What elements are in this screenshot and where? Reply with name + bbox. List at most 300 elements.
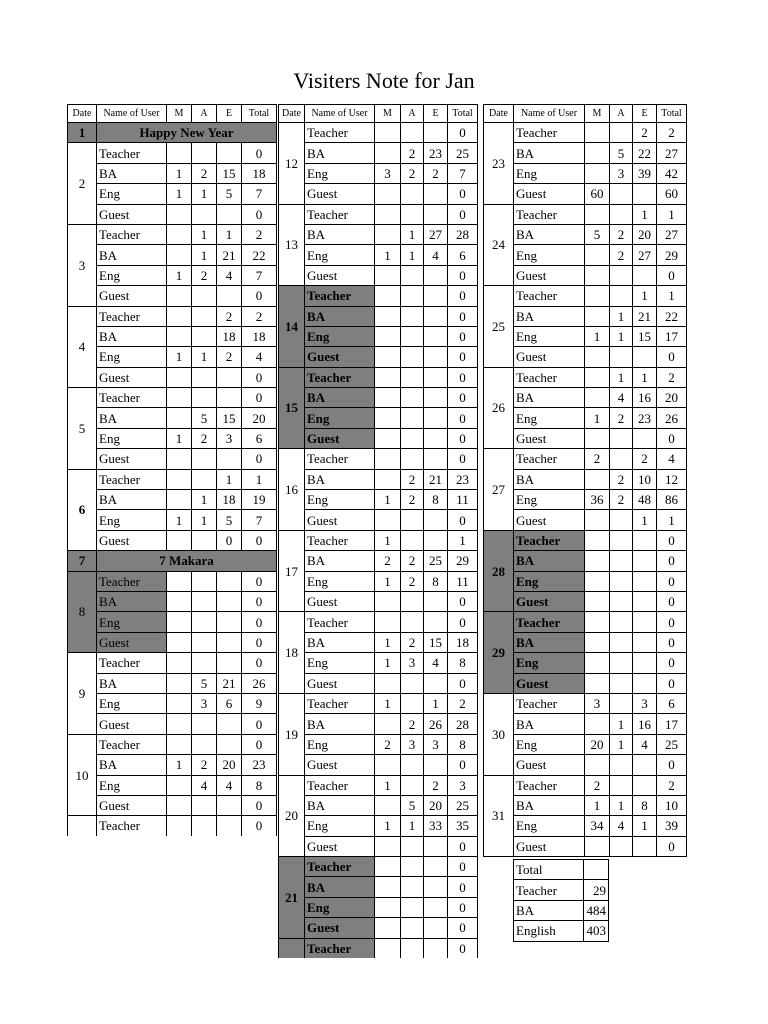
afternoon-cell — [192, 286, 217, 306]
morning-cell — [167, 775, 192, 795]
table-row — [68, 693, 277, 713]
morning-cell — [585, 123, 610, 143]
total-cell: 25 — [657, 734, 687, 754]
user-type-cell: Guest — [305, 673, 375, 693]
afternoon-cell: 2 — [401, 163, 424, 183]
table-row — [279, 591, 478, 611]
table-row — [279, 326, 478, 346]
evening-cell — [424, 326, 448, 346]
total-cell: 0 — [657, 591, 687, 611]
total-cell: 28 — [448, 714, 478, 734]
user-type-cell: Guest — [305, 918, 375, 938]
afternoon-cell: 2 — [610, 408, 633, 428]
afternoon-cell: 5 — [192, 408, 217, 428]
date-cell: 21 — [279, 857, 305, 939]
evening-cell — [424, 388, 448, 408]
user-type-cell: BA — [305, 877, 375, 897]
user-type-cell: Guest — [97, 632, 167, 652]
total-cell: 0 — [242, 530, 277, 550]
table-row — [484, 408, 687, 428]
evening-cell: 2 — [217, 306, 242, 326]
afternoon-cell: 1 — [192, 224, 217, 244]
evening-cell: 8 — [424, 571, 448, 591]
morning-cell — [585, 143, 610, 163]
afternoon-cell — [401, 836, 424, 856]
total-cell: 0 — [448, 408, 478, 428]
afternoon-cell — [401, 265, 424, 285]
afternoon-cell — [192, 326, 217, 346]
total-cell: 0 — [657, 551, 687, 571]
afternoon-cell — [401, 612, 424, 632]
table-row — [68, 775, 277, 795]
afternoon-cell — [192, 734, 217, 754]
morning-cell — [585, 347, 610, 367]
afternoon-cell — [401, 184, 424, 204]
evening-cell: 3 — [217, 428, 242, 448]
morning-cell — [375, 836, 401, 856]
total-cell: 2 — [448, 693, 478, 713]
table-row — [484, 163, 687, 183]
column-header: E — [217, 105, 242, 123]
user-type-cell: BA — [305, 224, 375, 244]
total-cell: 42 — [657, 163, 687, 183]
date-cell: 29 — [484, 612, 514, 694]
total-cell: 28 — [448, 224, 478, 244]
afternoon-cell — [401, 204, 424, 224]
table-row — [279, 775, 478, 795]
evening-cell — [217, 714, 242, 734]
user-type-cell: Guest — [305, 347, 375, 367]
total-cell: 23 — [242, 755, 277, 775]
table-row — [279, 428, 478, 448]
date-cell: 18 — [279, 612, 305, 694]
morning-cell: 3 — [375, 163, 401, 183]
user-type-cell: BA — [305, 469, 375, 489]
morning-cell: 2 — [375, 734, 401, 754]
total-cell: 1 — [242, 469, 277, 489]
evening-cell: 20 — [217, 755, 242, 775]
table-row — [279, 163, 478, 183]
morning-cell — [585, 551, 610, 571]
afternoon-cell: 4 — [610, 816, 633, 836]
morning-cell — [585, 286, 610, 306]
table-row — [279, 510, 478, 530]
evening-cell — [633, 265, 657, 285]
total-cell: 0 — [448, 918, 478, 938]
table-row — [484, 286, 687, 306]
afternoon-cell: 2 — [401, 469, 424, 489]
morning-cell: 1 — [375, 632, 401, 652]
table-row — [68, 530, 277, 550]
afternoon-cell — [610, 632, 633, 652]
morning-cell: 1 — [167, 510, 192, 530]
date-cell: 27 — [484, 449, 514, 531]
afternoon-cell — [401, 449, 424, 469]
table-row — [68, 265, 277, 285]
afternoon-cell — [610, 123, 633, 143]
total-cell: 0 — [657, 530, 687, 550]
afternoon-cell — [192, 306, 217, 326]
user-type-cell: Guest — [514, 347, 585, 367]
table-row — [484, 265, 687, 285]
column-header: E — [424, 105, 448, 123]
user-type-cell: Teacher — [97, 816, 167, 836]
user-type-cell: Teacher — [514, 693, 585, 713]
morning-cell: 1 — [375, 775, 401, 795]
evening-cell: 1 — [217, 469, 242, 489]
evening-cell: 21 — [217, 245, 242, 265]
evening-cell: 2 — [424, 775, 448, 795]
evening-cell — [633, 612, 657, 632]
afternoon-cell — [401, 755, 424, 775]
user-type-cell: Guest — [514, 184, 585, 204]
afternoon-cell: 1 — [192, 347, 217, 367]
total-cell: 1 — [448, 530, 478, 550]
afternoon-cell — [192, 714, 217, 734]
total-cell: 27 — [657, 143, 687, 163]
morning-cell — [375, 184, 401, 204]
evening-cell: 4 — [633, 734, 657, 754]
morning-cell: 1 — [167, 163, 192, 183]
afternoon-cell — [401, 428, 424, 448]
morning-cell — [375, 857, 401, 877]
morning-cell — [375, 326, 401, 346]
table-row — [279, 693, 478, 713]
morning-cell: 1 — [375, 490, 401, 510]
morning-cell — [167, 632, 192, 652]
total-cell: 12 — [657, 469, 687, 489]
morning-cell: 2 — [375, 551, 401, 571]
table-row — [279, 673, 478, 693]
table-row — [68, 734, 277, 754]
total-cell: 2 — [657, 123, 687, 143]
morning-cell — [585, 306, 610, 326]
total-cell: 0 — [657, 755, 687, 775]
afternoon-cell: 5 — [192, 673, 217, 693]
morning-cell: 1 — [585, 408, 610, 428]
table-row — [279, 612, 478, 632]
visits-table-column-2 — [278, 104, 478, 958]
afternoon-cell — [192, 591, 217, 611]
user-type-cell: BA — [305, 388, 375, 408]
table-row — [68, 143, 277, 163]
table-row — [279, 265, 478, 285]
total-cell: 0 — [242, 714, 277, 734]
column-header: Date — [279, 105, 305, 123]
afternoon-cell — [192, 469, 217, 489]
evening-cell — [633, 551, 657, 571]
afternoon-cell: 4 — [610, 388, 633, 408]
table-row — [484, 326, 687, 346]
summary-blank — [584, 860, 609, 880]
afternoon-cell — [401, 591, 424, 611]
evening-cell — [424, 408, 448, 428]
user-type-cell: Teacher — [514, 612, 585, 632]
afternoon-cell: 2 — [610, 469, 633, 489]
user-type-cell: Eng — [97, 347, 167, 367]
user-type-cell: BA — [305, 795, 375, 815]
table-row — [484, 449, 687, 469]
user-type-cell: Guest — [514, 428, 585, 448]
afternoon-cell — [401, 918, 424, 938]
date-cell: 7 — [68, 551, 97, 571]
total-cell: 0 — [448, 184, 478, 204]
monthly-total-table — [513, 859, 609, 942]
date-cell: 3 — [68, 224, 97, 306]
evening-cell: 2 — [633, 449, 657, 469]
morning-cell — [167, 693, 192, 713]
total-cell: 17 — [657, 326, 687, 346]
table-row — [279, 224, 478, 244]
summary-row — [514, 880, 609, 900]
evening-cell — [217, 388, 242, 408]
user-type-cell: Teacher — [97, 388, 167, 408]
user-type-cell: Guest — [305, 265, 375, 285]
table-row — [484, 388, 687, 408]
user-type-cell: BA — [514, 632, 585, 652]
evening-cell: 6 — [217, 693, 242, 713]
user-type-cell: Guest — [305, 428, 375, 448]
table-row — [279, 836, 478, 856]
afternoon-cell — [192, 795, 217, 815]
user-type-cell: Eng — [514, 734, 585, 754]
total-cell: 0 — [448, 286, 478, 306]
morning-cell: 1 — [585, 326, 610, 346]
column-header: M — [585, 105, 610, 123]
morning-cell: 34 — [585, 816, 610, 836]
total-cell: 17 — [657, 714, 687, 734]
total-cell: 0 — [242, 734, 277, 754]
table-row — [68, 490, 277, 510]
table-row — [68, 286, 277, 306]
total-cell: 25 — [448, 795, 478, 815]
evening-cell — [633, 673, 657, 693]
table-row — [68, 326, 277, 346]
date-cell: 31 — [484, 775, 514, 857]
total-cell: 0 — [448, 449, 478, 469]
total-cell: 8 — [448, 653, 478, 673]
morning-cell: 2 — [585, 449, 610, 469]
user-type-cell: BA — [305, 551, 375, 571]
table-row — [279, 897, 478, 917]
morning-cell — [585, 469, 610, 489]
total-cell: 6 — [657, 693, 687, 713]
afternoon-cell: 1 — [610, 326, 633, 346]
table-row — [68, 653, 277, 673]
evening-cell: 39 — [633, 163, 657, 183]
morning-cell — [375, 306, 401, 326]
table-row — [484, 693, 687, 713]
evening-cell: 2 — [633, 123, 657, 143]
user-type-cell: Guest — [97, 204, 167, 224]
morning-cell — [375, 265, 401, 285]
user-type-cell: Guest — [305, 591, 375, 611]
total-cell: 1 — [657, 286, 687, 306]
table-row — [279, 918, 478, 938]
evening-cell: 27 — [424, 224, 448, 244]
morning-cell: 5 — [585, 224, 610, 244]
table-row — [484, 612, 687, 632]
table-row — [68, 795, 277, 815]
afternoon-cell: 4 — [192, 775, 217, 795]
table-row — [484, 347, 687, 367]
total-cell: 7 — [242, 265, 277, 285]
total-cell: 2 — [242, 306, 277, 326]
total-cell: 0 — [448, 857, 478, 877]
afternoon-cell — [401, 897, 424, 917]
summary-category: English — [514, 921, 584, 941]
total-cell: 0 — [242, 388, 277, 408]
evening-cell — [633, 428, 657, 448]
evening-cell: 4 — [217, 265, 242, 285]
morning-cell — [375, 877, 401, 897]
evening-cell — [633, 632, 657, 652]
total-cell: 0 — [657, 347, 687, 367]
date-cell: 16 — [279, 449, 305, 531]
morning-cell — [585, 653, 610, 673]
table-row — [279, 755, 478, 775]
total-cell: 8 — [448, 734, 478, 754]
table-row — [68, 347, 277, 367]
user-type-cell: Guest — [514, 265, 585, 285]
evening-cell — [424, 184, 448, 204]
evening-cell — [424, 877, 448, 897]
evening-cell — [633, 571, 657, 591]
table-row — [68, 224, 277, 244]
total-cell: 18 — [242, 163, 277, 183]
afternoon-cell: 1 — [192, 490, 217, 510]
morning-cell — [585, 836, 610, 856]
table-row — [279, 816, 478, 836]
afternoon-cell — [401, 877, 424, 897]
evening-cell — [424, 367, 448, 387]
total-cell: 0 — [657, 265, 687, 285]
total-cell: 2 — [657, 775, 687, 795]
afternoon-cell — [610, 653, 633, 673]
morning-cell — [375, 204, 401, 224]
user-type-cell: BA — [97, 591, 167, 611]
afternoon-cell: 1 — [610, 367, 633, 387]
table-row — [68, 428, 277, 448]
morning-cell — [167, 714, 192, 734]
afternoon-cell: 1 — [192, 510, 217, 530]
evening-cell: 8 — [424, 490, 448, 510]
total-cell: 0 — [242, 204, 277, 224]
total-cell: 39 — [657, 816, 687, 836]
morning-cell — [167, 490, 192, 510]
evening-cell: 33 — [424, 816, 448, 836]
user-type-cell: BA — [305, 632, 375, 652]
user-type-cell: Guest — [514, 510, 585, 530]
morning-cell — [167, 612, 192, 632]
user-type-cell: Eng — [514, 245, 585, 265]
evening-cell: 0 — [217, 530, 242, 550]
evening-cell — [633, 653, 657, 673]
user-type-cell: BA — [97, 245, 167, 265]
evening-cell: 15 — [424, 632, 448, 652]
evening-cell — [424, 265, 448, 285]
evening-cell — [424, 673, 448, 693]
evening-cell — [424, 347, 448, 367]
user-type-cell: BA — [97, 755, 167, 775]
date-cell: 15 — [279, 367, 305, 449]
header-row — [484, 105, 687, 123]
table-row — [279, 388, 478, 408]
date-cell — [68, 816, 97, 836]
afternoon-cell — [610, 204, 633, 224]
table-row — [484, 551, 687, 571]
user-type-cell: BA — [514, 224, 585, 244]
evening-cell — [217, 367, 242, 387]
evening-cell — [217, 795, 242, 815]
user-type-cell: Guest — [97, 714, 167, 734]
evening-cell — [633, 347, 657, 367]
total-cell: 22 — [657, 306, 687, 326]
morning-cell — [375, 367, 401, 387]
total-cell: 0 — [657, 632, 687, 652]
afternoon-cell: 2 — [401, 571, 424, 591]
morning-cell — [375, 755, 401, 775]
evening-cell: 21 — [217, 673, 242, 693]
afternoon-cell — [192, 388, 217, 408]
date-cell: 28 — [484, 530, 514, 612]
evening-cell — [633, 591, 657, 611]
evening-cell — [217, 591, 242, 611]
user-type-cell: Teacher — [305, 286, 375, 306]
table-row — [68, 306, 277, 326]
table-row — [484, 469, 687, 489]
afternoon-cell — [401, 938, 424, 958]
morning-cell — [167, 795, 192, 815]
afternoon-cell: 2 — [192, 755, 217, 775]
morning-cell — [375, 591, 401, 611]
user-type-cell: Guest — [97, 367, 167, 387]
afternoon-cell — [192, 530, 217, 550]
table-row — [484, 510, 687, 530]
evening-cell: 5 — [217, 184, 242, 204]
evening-cell: 1 — [633, 510, 657, 530]
user-type-cell: Teacher — [305, 449, 375, 469]
morning-cell — [167, 673, 192, 693]
afternoon-cell: 2 — [610, 490, 633, 510]
table-row — [279, 123, 478, 143]
morning-cell — [167, 530, 192, 550]
morning-cell: 1 — [375, 816, 401, 836]
table-row — [68, 408, 277, 428]
morning-cell — [167, 367, 192, 387]
table-row — [484, 204, 687, 224]
evening-cell: 1 — [633, 204, 657, 224]
table-row — [279, 184, 478, 204]
morning-cell — [167, 571, 192, 591]
table-row — [484, 123, 687, 143]
afternoon-cell — [192, 612, 217, 632]
user-type-cell: Eng — [97, 510, 167, 530]
user-type-cell: BA — [305, 306, 375, 326]
user-type-cell: BA — [514, 306, 585, 326]
table-row — [279, 877, 478, 897]
afternoon-cell: 3 — [610, 163, 633, 183]
total-cell: 0 — [448, 347, 478, 367]
evening-cell: 2 — [217, 347, 242, 367]
user-type-cell: Teacher — [305, 367, 375, 387]
table-row — [484, 714, 687, 734]
table-row — [68, 571, 277, 591]
evening-cell — [424, 755, 448, 775]
morning-cell — [167, 143, 192, 163]
morning-cell — [585, 163, 610, 183]
table-row — [279, 653, 478, 673]
